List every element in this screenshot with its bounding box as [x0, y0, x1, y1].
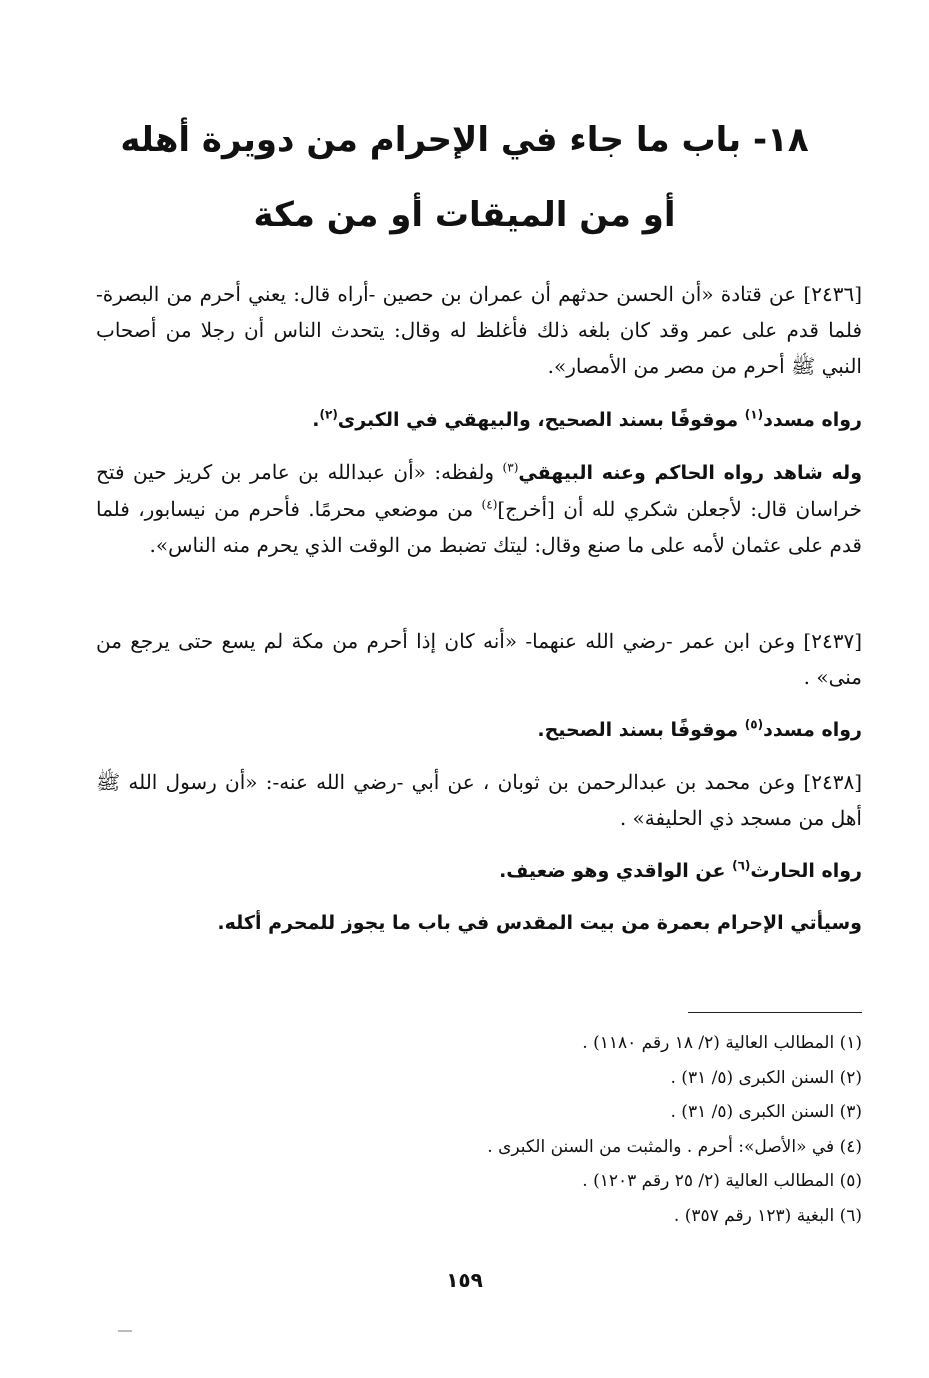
footnotes: [300, 1026, 862, 1233]
attribution-text: رواه مسدد: [763, 409, 862, 431]
footnote-ref-1[interactable]: (١): [744, 407, 764, 422]
attribution-text: رواه مسدد: [763, 719, 862, 741]
chapter-heading-line2: أو من الميقات أو من مكة: [253, 195, 676, 235]
hadith-2437: [96, 623, 862, 695]
attribution-end: .: [312, 409, 320, 431]
footnote-separator: [688, 1012, 862, 1013]
hadith-2436-attribution: [96, 402, 912, 438]
footnote-ref-4[interactable]: (٤): [481, 497, 498, 512]
page-number: ١٥٩: [446, 1268, 483, 1292]
scan-mark: [118, 1330, 132, 1332]
attribution-text: عن الواقدي وهو ضعيف.: [499, 860, 733, 882]
attribution-text: رواه الحارث: [750, 860, 862, 882]
footnote-ref-2[interactable]: (٢): [319, 407, 338, 422]
shahid-paragraph: [96, 454, 862, 563]
hadith-2438-attribution: [96, 853, 912, 889]
attribution-text: موقوفًا بسند الصحيح، والبيهقي في الكبرى: [337, 409, 745, 431]
attribution-text: موقوفًا بسند الصحيح.: [537, 719, 745, 741]
footnote-ref-5[interactable]: (٥): [744, 717, 764, 732]
chapter-heading-line1: ١٨- باب ما جاء في الإحرام من دويرة أهله: [120, 120, 809, 160]
footnote-4: (٤) في «الأصل»: أحرم . والمثبت من السنن الكبرى .: [487, 1136, 862, 1157]
footnote-3: (٣) السنن الكبرى (٥/ ٣١) .: [670, 1102, 862, 1122]
footnote-1: (١) المطالب العالية (٢/ ١٨ رقم ١١٨٠) .: [582, 1033, 862, 1053]
footnote-5: (٥) المطالب العالية (٢/ ٢٥ رقم ١٢٠٣) .: [582, 1171, 862, 1191]
shahid-intro: وله شاهد رواه الحاكم وعنه البيهقي: [518, 462, 863, 484]
hadith-2437-text: [٢٤٣٧] وعن ابن عمر -رضي الله عنهما- «أنه كان إذا أحرم من مكة لم يسع حتى يرجع من منى» .: [96, 629, 862, 689]
shahid-text-b: من موضعي محرمًا. فأحرم من نيسابور، فلما قدم على عثمان لأمه على ما صنع وقال: ليتك تضبط من الوقت الذي يحرم منه الناس».: [96, 497, 862, 557]
hadith-2438: [96, 764, 862, 836]
footnote-ref-6[interactable]: (٦): [732, 858, 751, 873]
footnote-6: (٦) البغية (١٢٣ رقم ٣٥٧) .: [673, 1205, 862, 1226]
hadith-2436-text: [٢٤٣٦] عن قتادة «أن الحسن حدثهم أن عمران بن حصين -أراه قال: يعني أحرم من البصرة- فلما قدم على عمر وقد كان بلغه ذلك فأغلظ له وقال: يتحدث الناس أن رجلا من أصحاب النبي ﷺ أحرم من مصر من الأمصار».: [96, 282, 862, 378]
shahid-text-a: ولفظه: «أن عبدالله بن عامر بن كريز حين فتح خراسان قال: لأجعلن شكري لله أن [أخرج]: [96, 460, 862, 521]
footnote-2: (٢) السنن الكبرى (٥/ ٣١) .: [670, 1067, 862, 1088]
footnote-ref-3[interactable]: (٣): [502, 460, 519, 475]
hadith-2436: [96, 276, 862, 384]
closing-note: وسيأتي الإحرام بعمرة من بيت المقدس في باب ما يجوز للمحرم أكله.: [217, 912, 862, 934]
hadith-2438-text: [٢٤٣٨] وعن محمد بن عبدالرحمن بن ثوبان ، عن أبي -رضي الله عنه-: «أن رسول الله ﷺ أهل من مسجد ذي الحليفة» .: [96, 770, 862, 830]
hadith-2437-attribution: [96, 712, 912, 748]
